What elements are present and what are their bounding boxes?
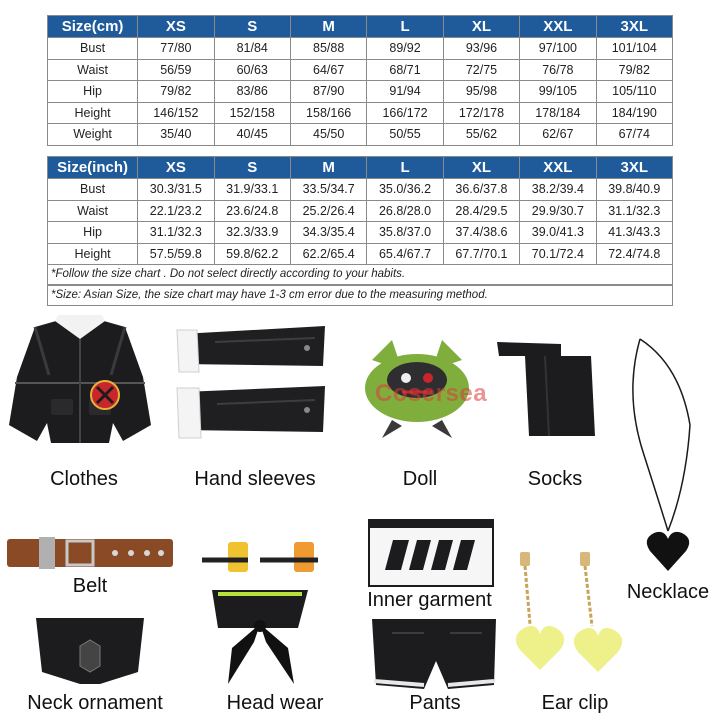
table-cell: 76/78 [520,59,596,81]
item-label-doll: Doll [402,468,438,490]
header-cell: S [214,157,290,179]
item-label-pants: Pants [409,692,461,714]
table-cell: Height [48,243,138,265]
table-cell: 59.8/62.2 [214,243,290,265]
table-cell: Waist [48,200,138,222]
table-cell: 95/98 [443,81,519,103]
table-cell: 70.1/72.4 [520,243,596,265]
table-cell: 101/104 [596,38,672,60]
header-cell: XS [138,157,214,179]
table-cell: 31.1/32.3 [138,222,214,244]
clothes-image [5,315,155,455]
table-cell: 152/158 [214,102,290,124]
table-cell: 31.1/32.3 [596,200,672,222]
header-cell: M [290,157,366,179]
table-cell: 79/82 [596,59,672,81]
header-cell: XL [443,157,519,179]
table-cell: Hip [48,222,138,244]
size-note-asian: *Size: Asian Size, the size chart may have 1-3 cm error due to the measuring method. [47,285,673,306]
table-row [48,81,673,103]
table-cell: 146/152 [138,102,214,124]
header-cell: Size(inch) [48,157,138,179]
table-cell: 57.5/59.8 [138,243,214,265]
table-cell: 33.5/34.7 [290,179,366,201]
table-cell: Waist [48,59,138,81]
table-cell: 60/63 [214,59,290,81]
table-cell: 45/50 [290,124,366,146]
item-label-inner-garment: Inner garment [367,589,492,611]
table-cell: 65.4/67.7 [367,243,443,265]
table-cell: 87/90 [290,81,366,103]
neck-ornament-image [30,612,150,690]
table-cell: 56/59 [138,59,214,81]
table-cell: 93/96 [443,38,519,60]
table-cell: 30.3/31.5 [138,179,214,201]
item-label-belt: Belt [72,575,108,597]
inner-garment-image [365,518,495,588]
table-row [48,102,673,124]
table-row [48,38,673,60]
size-note-follow: *Follow the size chart . Do not select directly according to your habits. [47,264,673,285]
header-cell: XS [138,16,214,38]
table-cell: 62.2/65.4 [290,243,366,265]
item-label-socks: Socks [527,468,583,490]
header-cell: L [367,157,443,179]
table-header-row [48,16,673,38]
table-cell: 28.4/29.5 [443,200,519,222]
table-cell: 64/67 [290,59,366,81]
table-cell: 172/178 [443,102,519,124]
table-cell: Weight [48,124,138,146]
table-cell: 34.3/35.4 [290,222,366,244]
table-cell: 67.7/70.1 [443,243,519,265]
header-cell: XXL [520,16,596,38]
table-row [48,243,673,265]
table-cell: Height [48,102,138,124]
table-cell: 23.6/24.8 [214,200,290,222]
header-cell: S [214,16,290,38]
table-cell: 31.9/33.1 [214,179,290,201]
table-cell: Hip [48,81,138,103]
table-row [48,222,673,244]
table-cell: 105/110 [596,81,672,103]
item-label-ear-clip: Ear clip [541,692,609,714]
table-cell: 25.2/26.4 [290,200,366,222]
necklace-image [620,335,715,575]
ear-clip-image [512,548,624,678]
table-header-row [48,157,673,179]
header-cell: L [367,16,443,38]
table-cell: 32.3/33.9 [214,222,290,244]
table-cell: 55/62 [443,124,519,146]
table-row [48,59,673,81]
table-cell: 184/190 [596,102,672,124]
table-cell: 50/55 [367,124,443,146]
table-cell: 83/86 [214,81,290,103]
table-cell: 40/45 [214,124,290,146]
table-cell: 178/184 [520,102,596,124]
hand-sleeves-image [175,320,330,442]
table-cell: 41.3/43.3 [596,222,672,244]
table-cell: Bust [48,38,138,60]
table-cell: 81/84 [214,38,290,60]
header-cell: XL [443,16,519,38]
item-label-neck-ornament: Neck ornament [27,692,163,714]
table-cell: Bust [48,179,138,201]
item-label-hand-sleeves: Hand sleeves [194,468,316,490]
table-cell: 39.0/41.3 [520,222,596,244]
table-cell: 35.8/37.0 [367,222,443,244]
table-cell: 89/92 [367,38,443,60]
size-chart-cm [47,15,673,146]
table-cell: 158/166 [290,102,366,124]
table-cell: 62/67 [520,124,596,146]
size-chart-inch [47,156,673,265]
table-cell: 26.8/28.0 [367,200,443,222]
header-cell: Size(cm) [48,16,138,38]
head-wear-image [198,538,323,688]
header-cell: 3XL [596,157,672,179]
table-cell: 67/74 [596,124,672,146]
table-cell: 77/80 [138,38,214,60]
socks-image [495,332,605,442]
table-row [48,179,673,201]
table-cell: 22.1/23.2 [138,200,214,222]
table-cell: 35.0/36.2 [367,179,443,201]
table-cell: 37.4/38.6 [443,222,519,244]
item-label-clothes: Clothes [50,468,118,490]
item-label-head-wear: Head wear [226,692,324,714]
table-cell: 38.2/39.4 [520,179,596,201]
header-cell: XXL [520,157,596,179]
table-cell: 29.9/30.7 [520,200,596,222]
table-cell: 85/88 [290,38,366,60]
table-cell: 99/105 [520,81,596,103]
table-cell: 39.8/40.9 [596,179,672,201]
belt-image [5,533,175,573]
header-cell: M [290,16,366,38]
header-cell: 3XL [596,16,672,38]
table-cell: 97/100 [520,38,596,60]
table-cell: 72.4/74.8 [596,243,672,265]
table-cell: 72/75 [443,59,519,81]
table-cell: 36.6/37.8 [443,179,519,201]
pants-image [368,615,503,693]
table-row [48,200,673,222]
table-cell: 35/40 [138,124,214,146]
table-cell: 91/94 [367,81,443,103]
table-cell: 79/82 [138,81,214,103]
table-cell: 68/71 [367,59,443,81]
table-row [48,124,673,146]
watermark-text: Cosersea [375,380,488,407]
item-label-necklace: Necklace [626,581,710,603]
table-cell: 166/172 [367,102,443,124]
